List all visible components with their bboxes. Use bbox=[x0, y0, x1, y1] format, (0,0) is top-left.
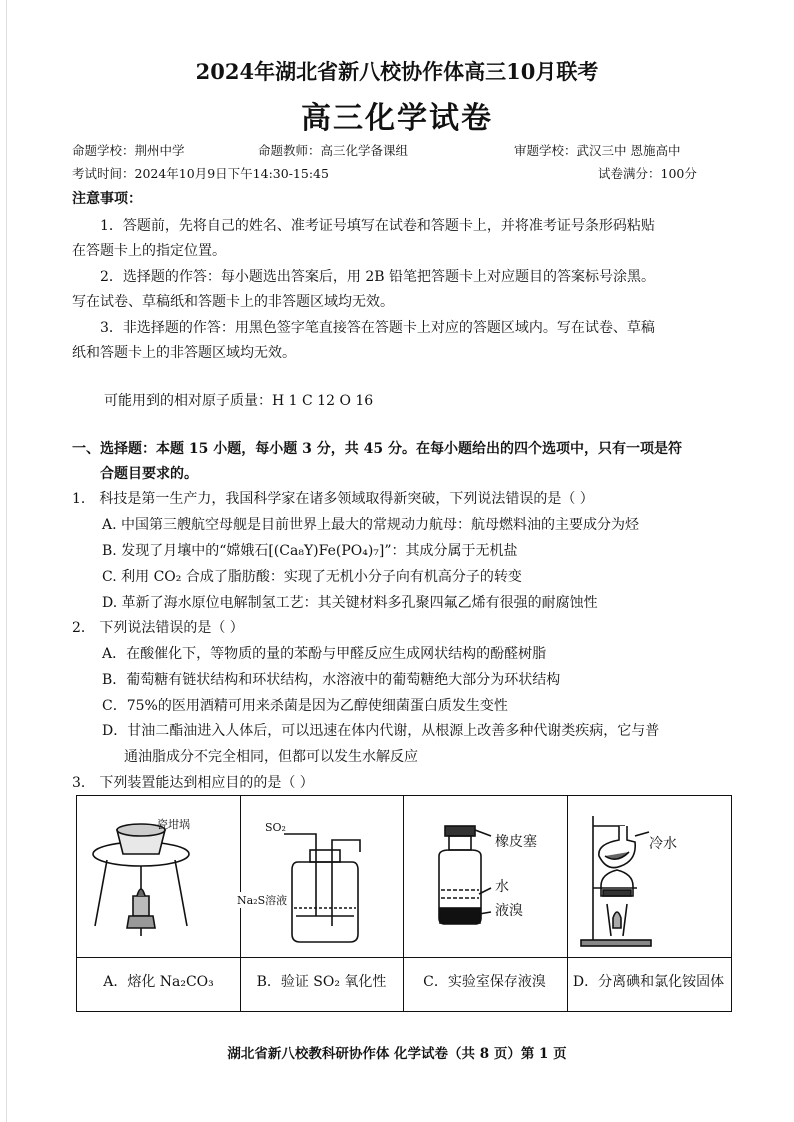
q3-option-a: A．熔化 Na₂CO₃ bbox=[103, 974, 214, 990]
atomic-mass: 可能用到的相对原子质量：H 1 C 12 O 16 bbox=[104, 393, 374, 409]
gas-bottle-apparatus bbox=[240, 796, 403, 956]
na2s-label: Na₂S溶液 bbox=[237, 894, 288, 907]
q3-option-d: D．分离碘和氯化铵固体 bbox=[572, 974, 725, 990]
q1-option-c: C. 利用 CO₂ 合成了脂肪酸：实现了无机小分子向有机高分子的转变 bbox=[102, 569, 522, 585]
q2-option-b: B．葡萄糖有链状结构和环状结构，水溶液中的葡萄糖绝大部分为环状结构 bbox=[102, 672, 561, 688]
q2-stem: 2． 下列说法错误的是（ ） bbox=[72, 620, 244, 636]
q3-option-b: B．验证 SO₂ 氧化性 bbox=[256, 974, 387, 990]
q1-option-a: A. 中国第三艘航空母舰是目前世界上最大的常规动力航母：航母燃料油的主要成分为烃 bbox=[102, 517, 640, 533]
stopper-label: 橡皮塞 bbox=[495, 834, 537, 850]
setter-school: 命题学校：荆州中学 bbox=[72, 143, 185, 158]
bromine-bottle-apparatus bbox=[403, 796, 566, 956]
paper-subtitle: 高三化学试卷 bbox=[301, 101, 493, 136]
bromine-label: 液溴 bbox=[495, 903, 523, 919]
q1-option-b: B. 发现了月壤中的“嫦娥石[(Ca₈Y)Fe(PO₄)₇]”：其成分属于无机盐 bbox=[102, 543, 518, 559]
sublimation-apparatus bbox=[567, 796, 730, 956]
section1-line2: 合题目要求的。 bbox=[100, 466, 198, 482]
q2-option-a: A．在酸催化下，等物质的量的苯酚与甲醛反应生成网状结构的酚醛树脂 bbox=[102, 646, 547, 662]
notice-item-3b: 纸和答题卡上的非答题区域均无效。 bbox=[72, 345, 296, 361]
q1-stem: 1． 科技是第一生产力，我国科学家在诸多领域取得新突破，下列说法错误的是（ ） bbox=[72, 491, 594, 507]
so2-label: SO₂ bbox=[265, 821, 286, 834]
section1-line1: 一、选择题：本题 15 小题，每小题 3 分，共 45 分。在每小题给出的四个选项中，只有一项是符 bbox=[72, 441, 682, 457]
q3-stem: 3． 下列装置能达到相应目的的是（ ） bbox=[72, 775, 314, 791]
q2-option-d2: 通油脂成分不完全相同，但都可以发生水解反应 bbox=[124, 749, 418, 765]
notice-item-3a: 3．非选择题的作答：用黑色签字笔直接答在答题卡上对应的答题区域内。写在试卷、草稿 bbox=[100, 320, 655, 336]
full-score: 试卷满分：100分 bbox=[598, 166, 697, 181]
notice-item-1a: 1．答题前，先将自己的姓名、准考证号填写在试卷和答题卡上，并将准考证号条形码粘贴 bbox=[100, 218, 655, 234]
q2-option-d1: D．甘油二酯油进入人体后，可以迅速在体内代谢，从根源上改善多种代谢类疾病，它与普 bbox=[102, 723, 660, 739]
notice-item-2b: 写在试卷、草稿纸和答题卡上的非答题区域均无效。 bbox=[72, 294, 394, 310]
notice-heading: 注意事项： bbox=[72, 191, 142, 207]
exam-title: 2024年湖北省新八校协作体高三10月联考 bbox=[195, 59, 599, 84]
q3-option-c: C．实验室保存液溴 bbox=[423, 974, 546, 990]
exam-time: 考试时间：2024年10月9日下午14:30-15:45 bbox=[72, 166, 329, 181]
cold-water-label: 冷水 bbox=[649, 836, 677, 852]
crucible-label: 瓷坩埚 bbox=[157, 818, 190, 831]
q1-option-d: D. 革新了海水原位电解制氢工艺：其关键材料多孔聚四氟乙烯有很强的耐腐蚀性 bbox=[102, 595, 598, 611]
water-label: 水 bbox=[495, 879, 509, 895]
q2-option-c: C．75%的医用酒精可用来杀菌是因为乙醇使细菌蛋白质发生变性 bbox=[102, 698, 508, 714]
notice-item-2a: 2．选择题的作答：每小题选出答案后，用 2B 铅笔把答题卡上对应题目的答案标号涂黑。 bbox=[100, 269, 656, 285]
setter-teacher: 命题教师：高三化学备课组 bbox=[258, 143, 409, 158]
page-footer: 湖北省新八校教科研协作体 化学试卷（共 8 页）第 1 页 bbox=[227, 1046, 567, 1062]
scan-edge bbox=[6, 0, 7, 1122]
reviewer-school: 审题学校：武汉三中 恩施高中 bbox=[514, 143, 681, 158]
q3-apparatus-table bbox=[76, 795, 732, 1012]
notice-item-1b: 在答题卡上的指定位置。 bbox=[72, 243, 226, 259]
